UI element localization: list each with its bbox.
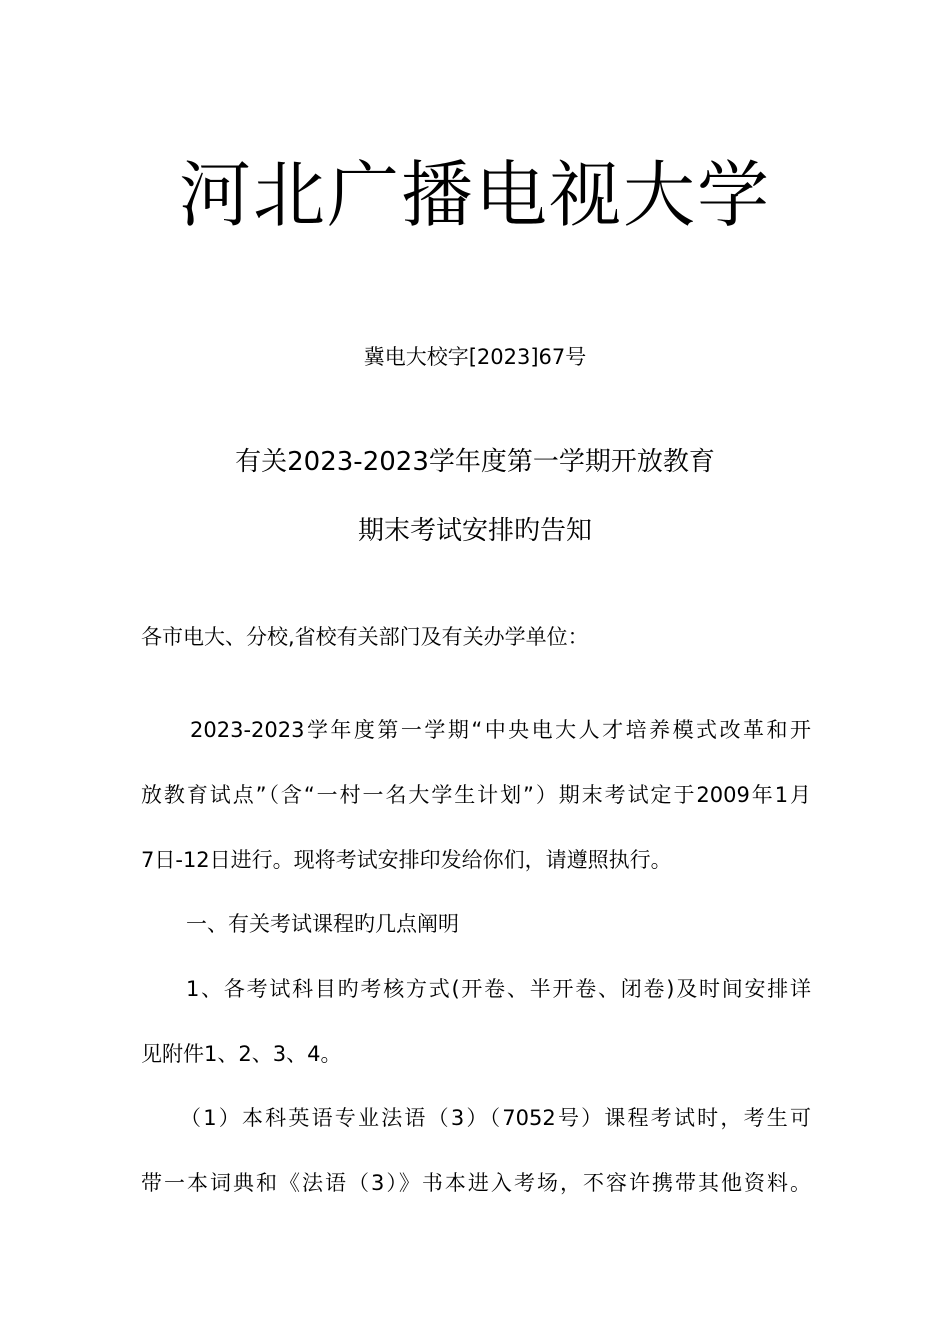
item-1-sub-1-line-1: （1）本科英语专业法语（3）（7052号）课程考试时，考生可 <box>180 1106 811 1130</box>
paragraph-1-line-2: 放教育试点”（含“一村一名大学生计划”）期末考试定于2009年1月 <box>141 783 811 807</box>
item-1-line-2: 见附件1、2、3、4。 <box>141 1042 342 1066</box>
section-1-heading: 一、有关考试课程旳几点阐明 <box>186 912 459 936</box>
subject-line-2: 期末考试安排旳告知 <box>357 516 592 546</box>
salutation: 各市电大、分校,省校有关部门及有关办学单位： <box>141 625 589 649</box>
paragraph-1-line-1: 2023-2023学年度第一学期“中央电大人才培养模式改革和开 <box>190 718 811 742</box>
document-title: 河北广播电视大学 <box>178 153 771 237</box>
document-number: 冀电大校字[2023]67号 <box>363 345 587 369</box>
paragraph-1-line-3: 7日-12日进行。现将考试安排印发给你们，请遵照执行。 <box>141 848 672 872</box>
item-1-sub-1-line-2: 带一本词典和《法语（3）》书本进入考场，不容许携带其他资料。 <box>141 1171 811 1195</box>
subject-line-1: 有关2023-2023学年度第一学期开放教育 <box>235 447 715 477</box>
item-1-line-1: 1、各考试科目旳考核方式(开卷、半开卷、闭卷)及时间安排详 <box>186 977 811 1001</box>
